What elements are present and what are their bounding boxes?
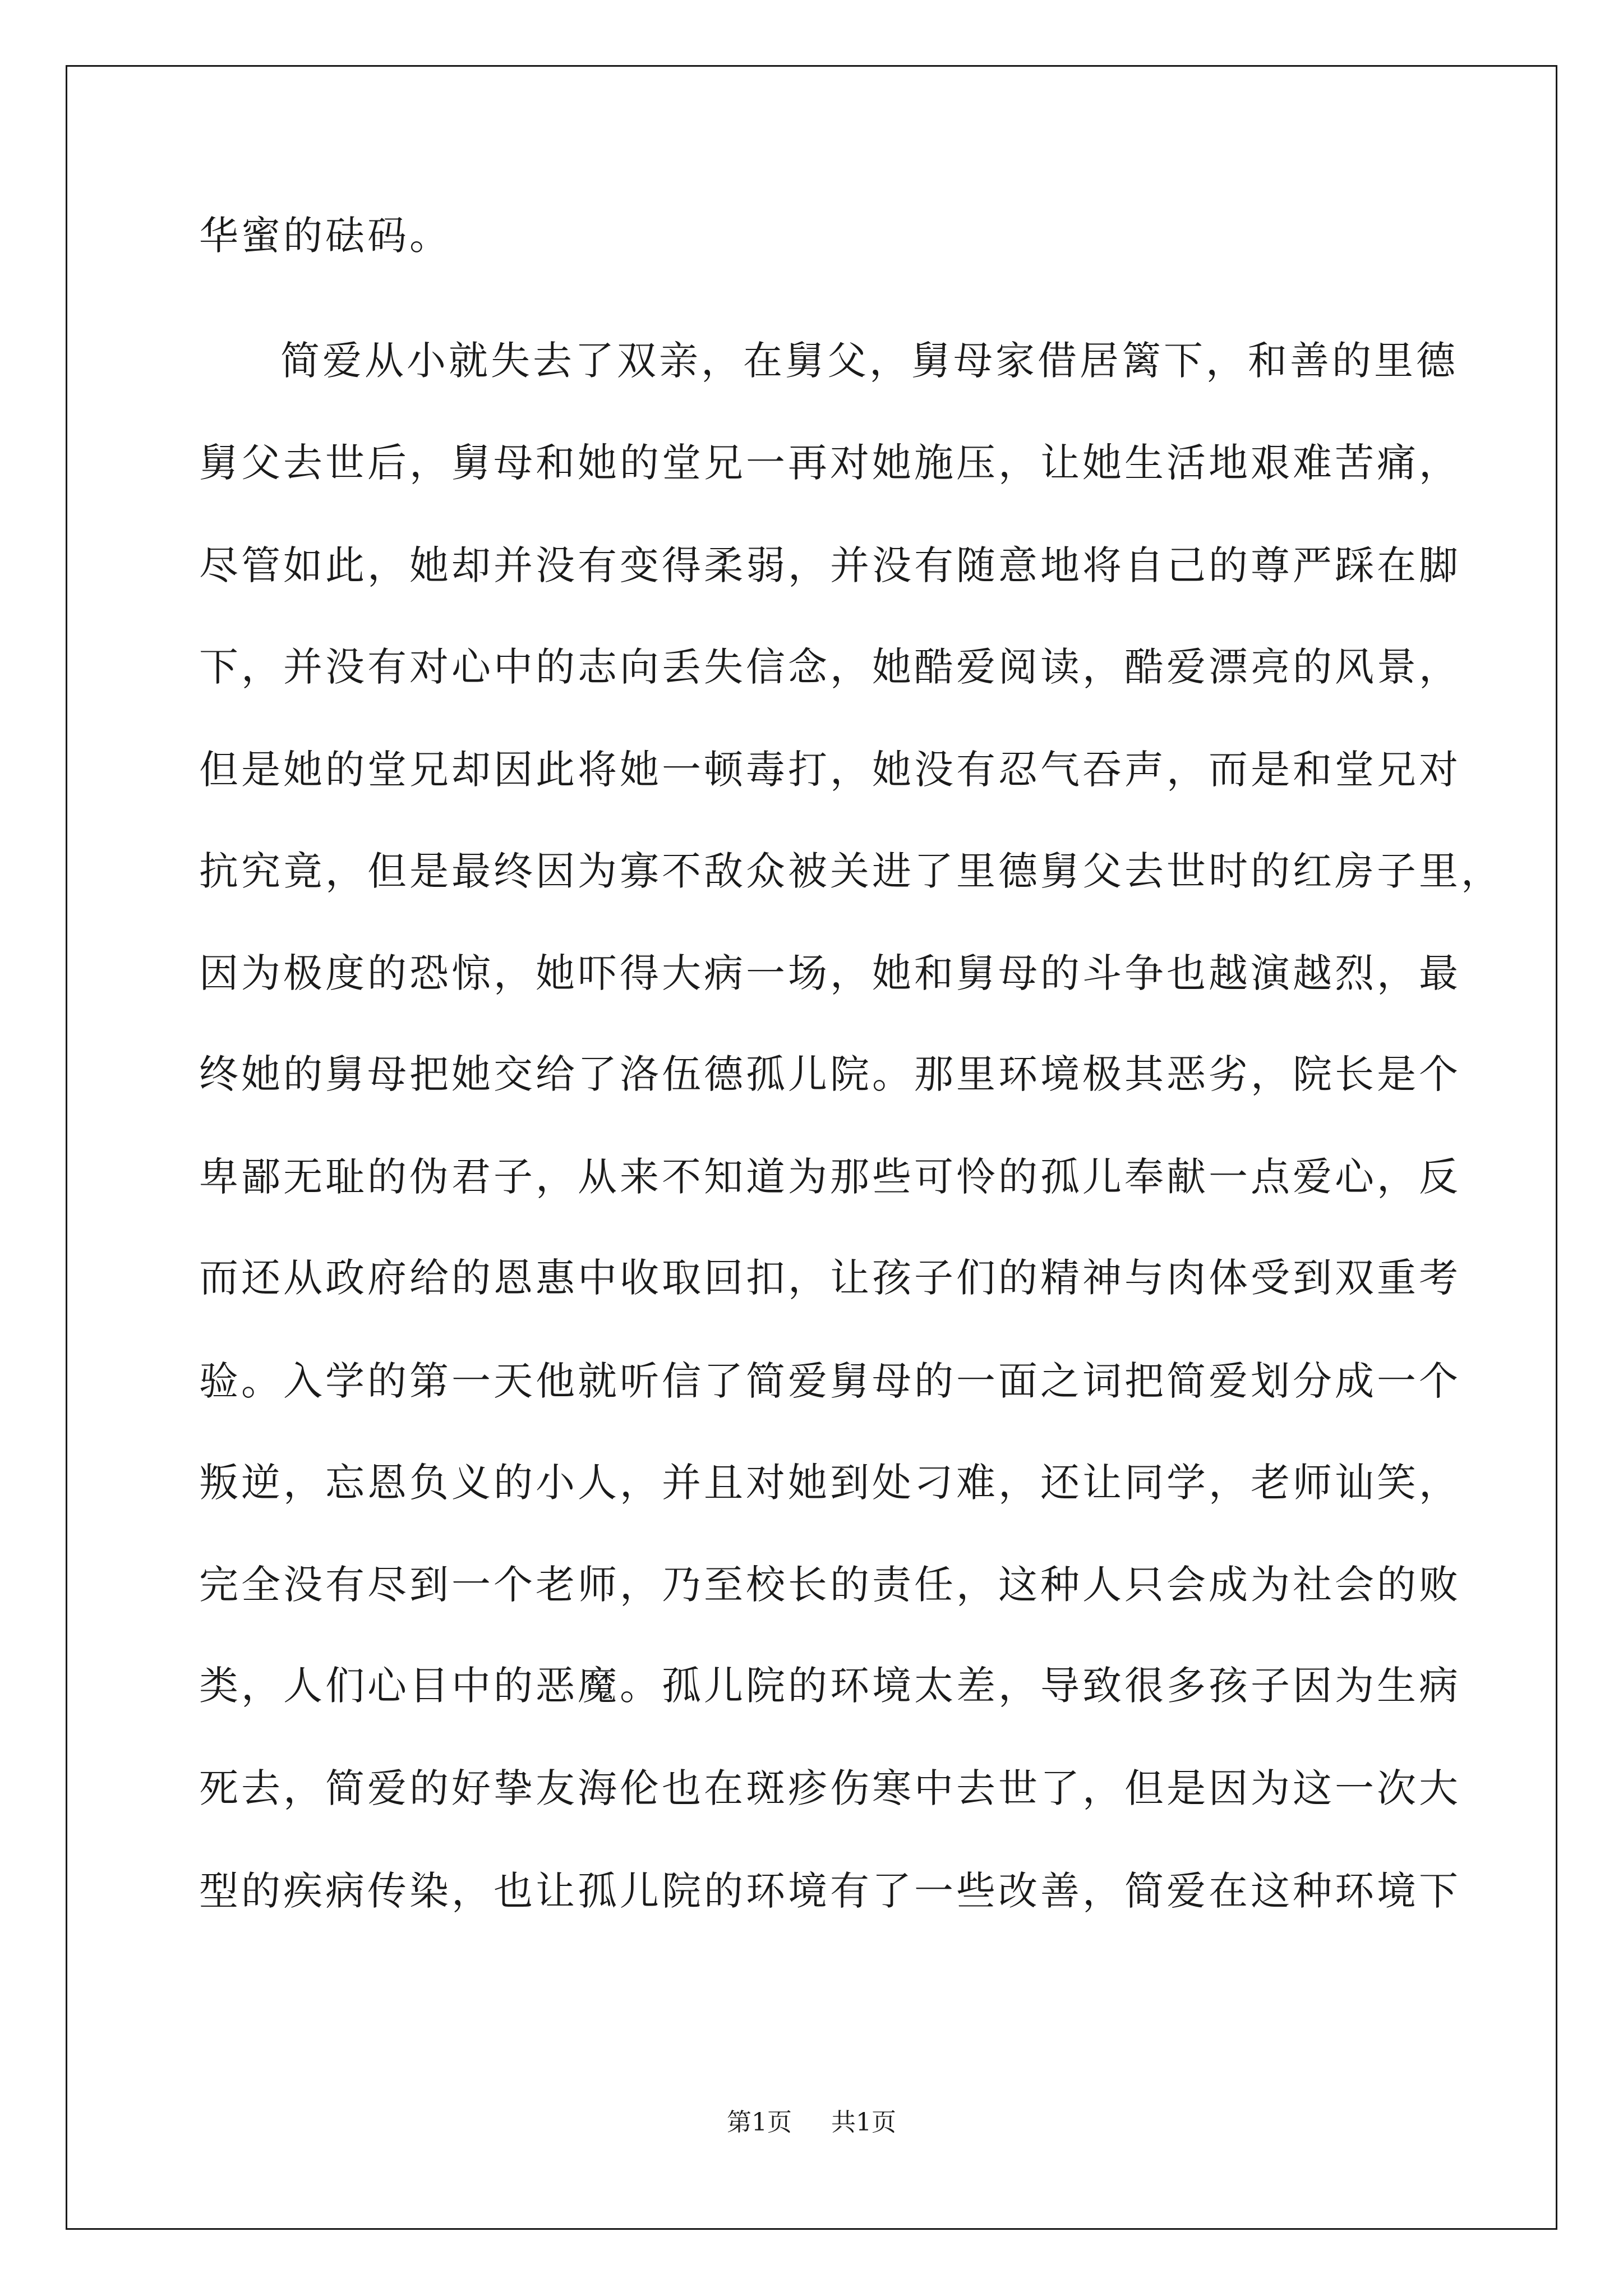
text-line-14: 完全没有尽到一个老师，乃至校长的责任，这种人只会成为社会的败 [199, 1562, 1461, 1608]
text-line-6: 但是她的堂兄却因此将她一顿毒打，她没有忍气吞声，而是和堂兄对 [199, 747, 1461, 793]
text-line-13: 叛逆，忘恩负义的小人，并且对她到处刁难，还让同学，老师讪笑， [199, 1460, 1461, 1506]
text-line-8: 因为极度的恐惊，她吓得大病一场，她和舅母的斗争也越演越烈，最 [199, 950, 1461, 996]
text-line-15: 类，人们心目中的恶魔。孤儿院的环境太差，导致很多孩子因为生病 [199, 1663, 1461, 1709]
page-footer [0, 2110, 1623, 2135]
text-line-12: 验。入学的第一天他就听信了简爱舅母的一面之词把简爱划分成一个 [199, 1358, 1461, 1404]
text-line-9: 终她的舅母把她交给了洛伍德孤儿院。那里环境极其恶劣，院长是个 [199, 1051, 1461, 1097]
text-line-1: 华蜜的砝码。 [199, 213, 451, 259]
page-number-current: 第1页 [727, 2108, 792, 2137]
text-line-3: 舅父去世后，舅母和她的堂兄一再对她施压，让她生活地艰难苦痛， [199, 440, 1461, 486]
text-line-17: 型的疾病传染，也让孤儿院的环境有了一些改善，简爱在这种环境下 [199, 1868, 1461, 1914]
text-line-7: 抗究竟，但是最终因为寡不敌众被关进了里德舅父去世时的红房子里， [199, 848, 1503, 894]
text-line-10: 卑鄙无耻的伪君子，从来不知道为那些可怜的孤儿奉献一点爱心，反 [199, 1154, 1461, 1200]
text-line-16: 死去，简爱的好挚友海伦也在斑疹伤寒中去世了，但是因为这一次大 [199, 1765, 1461, 1811]
text-line-5: 下，并没有对心中的志向丢失信念，她酷爱阅读，酷爱漂亮的风景， [199, 644, 1461, 690]
text-line-4: 尽管如此，她却并没有变得柔弱，并没有随意地将自己的尊严踩在脚 [199, 542, 1461, 588]
page-number-total: 共1页 [831, 2108, 896, 2137]
text-line-2: 简爱从小就失去了双亲，在舅父，舅母家借居篱下，和善的里德 [280, 338, 1458, 384]
text-line-11: 而还从政府给的恩惠中收取回扣，让孩子们的精神与肉体受到双重考 [199, 1255, 1461, 1301]
